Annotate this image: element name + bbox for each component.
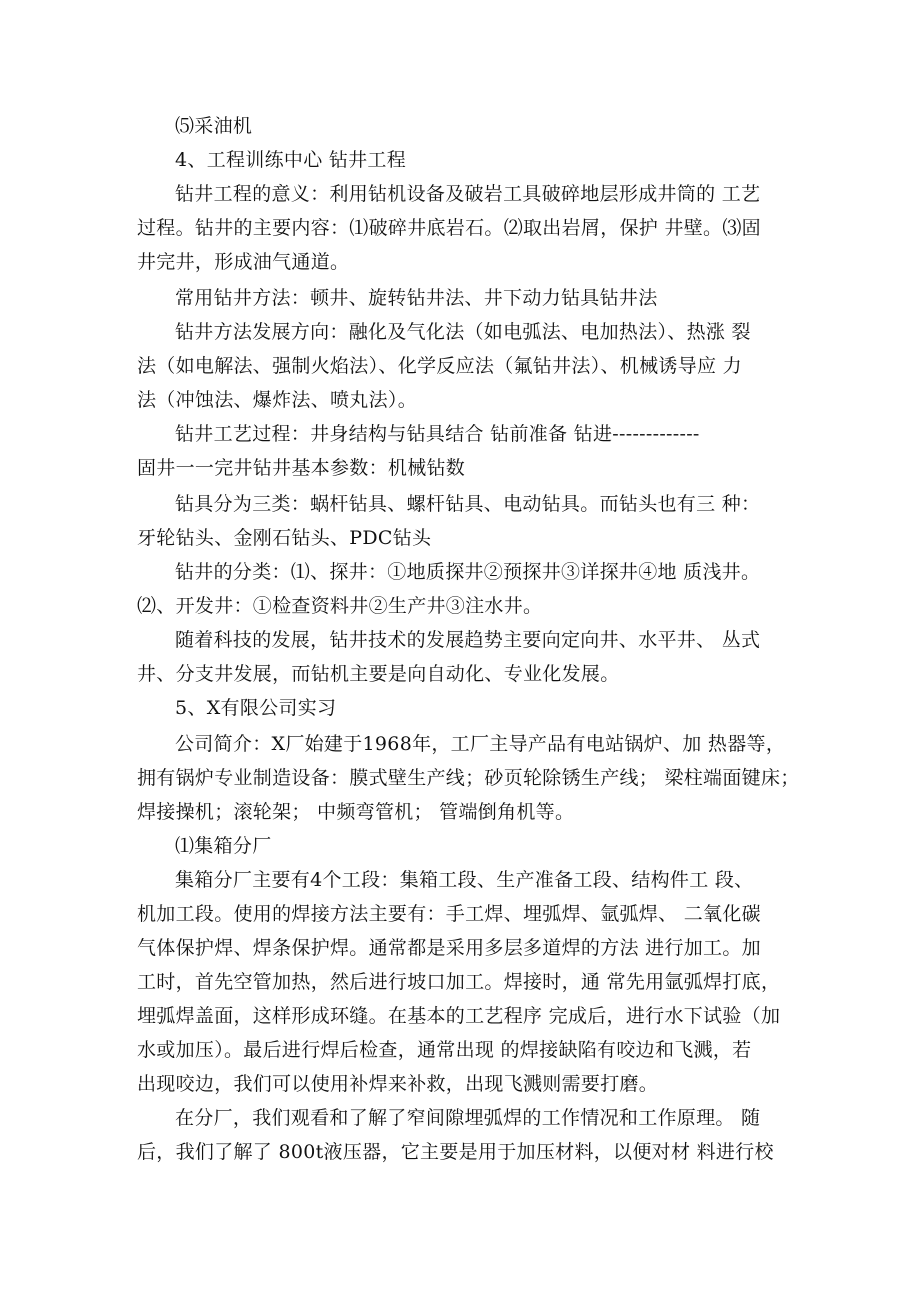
paragraph-line: 后，我们了解了 800t液压器，它主要是用于加压材料，以便对材 料进行校 bbox=[137, 1141, 774, 1163]
paragraph-line: 出现咬边，我们可以使用补焊来补救，出现飞溅则需要打磨。 bbox=[137, 1073, 659, 1095]
paragraph-line: 埋弧焊盖面，这样形成环缝。在基本的工艺程序 完成后，进行水下试验（加 bbox=[137, 1005, 781, 1027]
paragraph-line: 过程。钻井的主要内容：⑴破碎井底岩石。⑵取出岩屑，保护 井壁。⑶固 bbox=[137, 217, 761, 239]
paragraph-line: 钻井的分类：⑴、探井：①地质探井②预探井③详探井④地 质浅井。 bbox=[175, 561, 761, 583]
heading-company-internship: 5、X有限公司实习 bbox=[175, 697, 337, 719]
paragraph-line: 固井一一完井钻井基本参数：机械钻数 bbox=[137, 457, 466, 479]
paragraph-line: 牙轮钻头、金刚石钻头、PDC钻头 bbox=[137, 527, 432, 549]
paragraph-line: 机加工段。使用的焊接方法主要有：手工焊、埋弧焊、氩弧焊、 二氧化碳 bbox=[137, 903, 761, 925]
paragraph-line: 拥有锅炉专业制造设备：膜式壁生产线；砂页轮除锈生产线； 梁柱端面键床； bbox=[137, 767, 800, 789]
paragraph-line: 公司简介：X厂始建于1968年，工厂主导产品有电站锅炉、加 热器等， bbox=[175, 733, 786, 755]
paragraph-line: 集箱分厂主要有4个工段：集箱工段、生产准备工段、结构件工 段、 bbox=[175, 869, 754, 891]
heading-drilling-engineering: 4、工程训练中心 钻井工程 bbox=[175, 149, 407, 171]
paragraph-line: 钻井工程的意义：利用钻机设备及破岩工具破碎地层形成井筒的 工艺 bbox=[175, 183, 761, 205]
paragraph-line: 在分厂，我们观看和了解了窄间隙埋弧焊的工作情况和工作原理。 随 bbox=[175, 1107, 761, 1129]
paragraph-line: 常用钻井方法：顿井、旋转钻井法、井下动力钻具钻井法 bbox=[175, 287, 658, 309]
paragraph-line: 井、分支井发展，而钻机主要是向自动化、专业化发展。 bbox=[137, 663, 620, 685]
paragraph-line: 法（冲蚀法、爆炸法、喷丸法）。 bbox=[137, 389, 418, 411]
paragraph-line: 法（如电解法、强制火焰法）、化学反应法（氟钻井法）、机械诱导应 力 bbox=[137, 355, 742, 377]
paragraph-line: 水或加压）。最后进行焊后检查，通常出现 的焊接缺陷有咬边和飞溅，若 bbox=[137, 1039, 752, 1061]
paragraph-line: 钻具分为三类：蜗杆钻具、螺杆钻具、电动钻具。而钻头也有三 种： bbox=[175, 493, 761, 515]
heading-oil-pump: ⑸采油机 bbox=[175, 115, 253, 137]
paragraph-line: 钻井方法发展方向：融化及气化法（如电弧法、电加热法）、热涨 裂 bbox=[175, 321, 751, 343]
heading-header-branch: ⑴集箱分厂 bbox=[175, 835, 272, 857]
paragraph-line: ⑵、开发井：①检查资料井②生产井③注水井。 bbox=[137, 595, 543, 617]
paragraph-line: 气体保护焊、焊条保护焊。通常都是采用多层多道焊的方法 进行加工。加 bbox=[137, 937, 761, 959]
paragraph-line: 焊接操机；滚轮架； 中频弯管机； 管端倒角机等。 bbox=[137, 801, 575, 823]
paragraph-line: 井完井，形成油气通道。 bbox=[137, 251, 350, 273]
paragraph-line: 随着科技的发展，钻井技术的发展趋势主要向定向井、水平井、 丛式 bbox=[175, 629, 761, 651]
paragraph-line: 工时，首先空管加热，然后进行坡口加工。焊接时，通 常先用氩弧焊打底， bbox=[137, 971, 781, 993]
paragraph-line: 钻井工艺过程：井身结构与钻具结合 钻前准备 钻进------------- bbox=[175, 423, 700, 445]
